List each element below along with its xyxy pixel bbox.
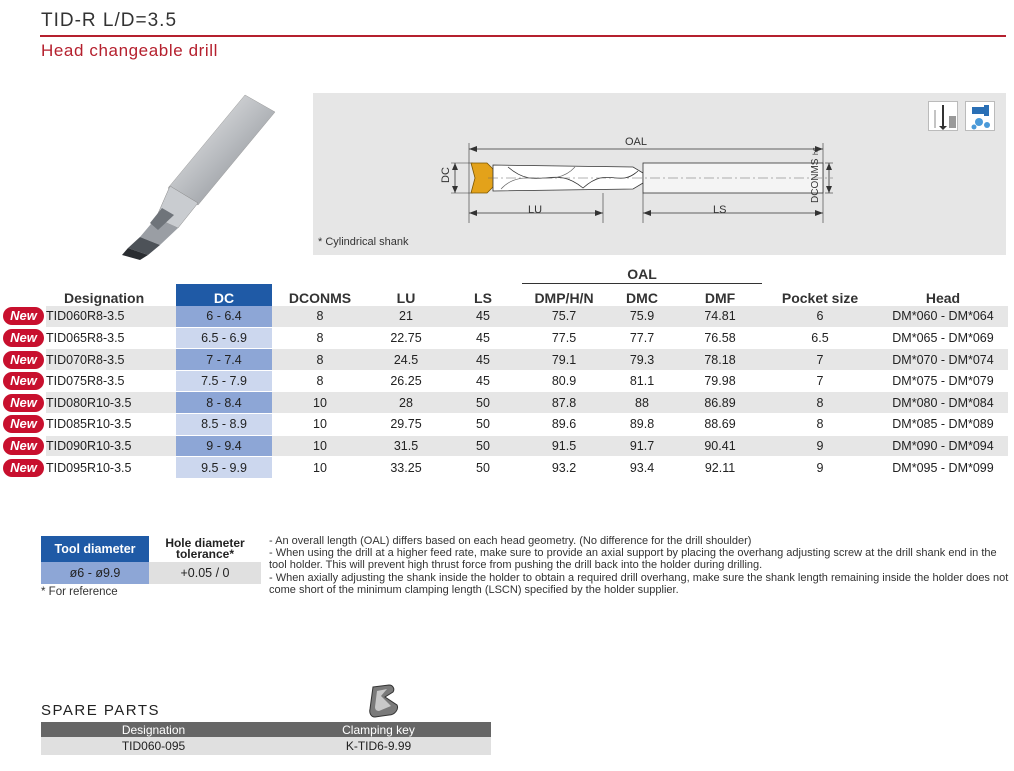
new-badge-cell bbox=[0, 349, 46, 371]
ls-cell: 50 bbox=[444, 435, 522, 457]
dmc-cell: 77.7 bbox=[606, 327, 678, 349]
designation-cell: TID060R8-3.5 bbox=[46, 306, 176, 328]
lu-label: LU bbox=[528, 204, 543, 216]
dconms-cell: 8 bbox=[272, 306, 368, 328]
new-badge: New bbox=[3, 437, 44, 455]
ls-header: LS bbox=[474, 289, 492, 306]
table-row bbox=[0, 349, 1008, 371]
title-divider bbox=[40, 35, 1006, 37]
dconms-cell: 10 bbox=[272, 457, 368, 479]
ls-cell: 45 bbox=[444, 327, 522, 349]
dc-cell: 9 - 9.4 bbox=[176, 435, 272, 457]
dmp-cell: 91.5 bbox=[522, 435, 606, 457]
ls-cell: 45 bbox=[444, 306, 522, 328]
table-row bbox=[0, 370, 1008, 392]
dmc-cell: 89.8 bbox=[606, 414, 678, 436]
spare-parts-table bbox=[41, 722, 491, 755]
dmc-cell: 79.3 bbox=[606, 349, 678, 371]
oal-label: OAL bbox=[625, 136, 648, 148]
designation-cell: TID090R10-3.5 bbox=[46, 435, 176, 457]
new-badge-cell bbox=[0, 392, 46, 414]
ls-cell: 50 bbox=[444, 392, 522, 414]
technical-drawing bbox=[313, 93, 1006, 255]
lu-cell: 24.5 bbox=[368, 349, 444, 371]
coolant-icon bbox=[965, 101, 995, 131]
dmc-cell: 81.1 bbox=[606, 370, 678, 392]
page-subtitle: Head changeable drill bbox=[41, 41, 219, 60]
head-cell: DM*070 - DM*074 bbox=[878, 349, 1008, 371]
clamping-key-value: K-TID6-9.99 bbox=[266, 737, 491, 755]
dconms-label: DCONMS bbox=[810, 158, 821, 203]
dmf-cell: 86.89 bbox=[678, 392, 762, 414]
dmc-cell: 75.9 bbox=[606, 306, 678, 328]
table-row bbox=[0, 327, 1008, 349]
table-row bbox=[0, 414, 1008, 436]
new-badge: New bbox=[3, 459, 44, 477]
dconms-cell: 10 bbox=[272, 392, 368, 414]
table-row bbox=[0, 306, 1008, 328]
dc-cell: 8.5 - 8.9 bbox=[176, 414, 272, 436]
lu-cell: 29.75 bbox=[368, 414, 444, 436]
dmf-cell: 92.11 bbox=[678, 457, 762, 479]
new-badge-cell bbox=[0, 370, 46, 392]
specification-table bbox=[0, 262, 1008, 479]
lu-cell: 33.25 bbox=[368, 457, 444, 479]
dconms-cell: 8 bbox=[272, 370, 368, 392]
lu-cell: 22.75 bbox=[368, 327, 444, 349]
dmf-cell: 90.41 bbox=[678, 435, 762, 457]
spare-designation-header: Designation bbox=[41, 722, 266, 737]
drill-dimension-drawing bbox=[313, 93, 1006, 255]
dmf-cell: 76.58 bbox=[678, 327, 762, 349]
new-badge-cell bbox=[0, 457, 46, 479]
hole-tolerance-value: +0.05 / 0 bbox=[149, 562, 261, 584]
dc-label: DC bbox=[440, 167, 452, 183]
pocket-cell: 7 bbox=[762, 370, 878, 392]
hole-tolerance-header: Hole diameter tolerance* bbox=[149, 536, 261, 562]
new-badge: New bbox=[3, 372, 44, 390]
head-cell: DM*080 - DM*084 bbox=[878, 392, 1008, 414]
ls-label: LS bbox=[713, 204, 727, 216]
dc-cell: 7.5 - 7.9 bbox=[176, 370, 272, 392]
pocket-cell: 6.5 bbox=[762, 327, 878, 349]
head-cell: DM*090 - DM*094 bbox=[878, 435, 1008, 457]
head-cell: DM*065 - DM*069 bbox=[878, 327, 1008, 349]
dmp-cell: 80.9 bbox=[522, 370, 606, 392]
dmc-cell: 88 bbox=[606, 392, 678, 414]
table-row bbox=[0, 392, 1008, 414]
dmp-cell: 75.7 bbox=[522, 306, 606, 328]
dconms-cell: 8 bbox=[272, 327, 368, 349]
table-row bbox=[0, 435, 1008, 457]
dmp-cell: 93.2 bbox=[522, 457, 606, 479]
shank-note: * Cylindrical shank bbox=[318, 236, 409, 248]
h6-label: h6 bbox=[813, 147, 820, 155]
tool-diameter-value: ø6 - ø9.9 bbox=[41, 562, 149, 584]
ls-cell: 50 bbox=[444, 457, 522, 479]
designation-cell: TID080R10-3.5 bbox=[46, 392, 176, 414]
tool-diameter-header: Tool diameter bbox=[41, 536, 149, 562]
lu-cell: 21 bbox=[368, 306, 444, 328]
dmc-cell: 91.7 bbox=[606, 435, 678, 457]
head-header: Head bbox=[925, 289, 961, 306]
dc-cell: 9.5 - 9.9 bbox=[176, 457, 272, 479]
new-badge-cell bbox=[0, 414, 46, 436]
dmf-cell: 88.69 bbox=[678, 414, 762, 436]
page-title: TID-R L/D=3.5 bbox=[41, 10, 178, 31]
designation-cell: TID095R10-3.5 bbox=[46, 457, 176, 479]
dmp-cell: 79.1 bbox=[522, 349, 606, 371]
dmp-cell: 89.6 bbox=[522, 414, 606, 436]
drill-depth-icon bbox=[928, 101, 958, 131]
pocket-cell: 9 bbox=[762, 457, 878, 479]
designation-cell: TID065R8-3.5 bbox=[46, 327, 176, 349]
spare-parts-title: SPARE PARTS bbox=[41, 702, 161, 719]
ls-cell: 45 bbox=[444, 349, 522, 371]
lu-cell: 28 bbox=[368, 392, 444, 414]
clamping-key-icon bbox=[365, 683, 405, 721]
dmf-cell: 79.98 bbox=[678, 370, 762, 392]
dc-cell: 6 - 6.4 bbox=[176, 306, 272, 328]
dconms-cell: 10 bbox=[272, 414, 368, 436]
lu-header: LU bbox=[396, 289, 416, 306]
note-item: - When axially adjusting the shank inside the holder to obtain a required drill overhang, make sure the shank length remaining inside the holder does not come short of the minimum clamping length (LSCN) specified by the holder supplier. bbox=[269, 571, 1009, 596]
spare-designation-value: TID060-095 bbox=[41, 737, 266, 755]
designation-cell: TID070R8-3.5 bbox=[46, 349, 176, 371]
oal-group-header: OAL bbox=[522, 262, 762, 284]
pocket-cell: 8 bbox=[762, 414, 878, 436]
designation-cell: TID085R10-3.5 bbox=[46, 414, 176, 436]
pocket-cell: 6 bbox=[762, 306, 878, 328]
usage-notes bbox=[269, 535, 1009, 596]
dmf-cell: 78.18 bbox=[678, 349, 762, 371]
dmc-header: DMC bbox=[626, 289, 658, 306]
ls-cell: 45 bbox=[444, 370, 522, 392]
dmp-cell: 87.8 bbox=[522, 392, 606, 414]
new-badge: New bbox=[3, 307, 44, 325]
reference-note: * For reference bbox=[41, 586, 118, 598]
designation-header: Designation bbox=[64, 289, 145, 306]
pocket-header: Pocket size bbox=[781, 289, 859, 306]
drill-product-image bbox=[70, 90, 290, 260]
tolerance-table bbox=[41, 536, 261, 584]
dc-cell: 6.5 - 6.9 bbox=[176, 327, 272, 349]
pocket-cell: 9 bbox=[762, 435, 878, 457]
head-cell: DM*085 - DM*089 bbox=[878, 414, 1008, 436]
new-badge: New bbox=[3, 329, 44, 347]
dmf-header: DMF bbox=[704, 289, 736, 306]
dconms-cell: 10 bbox=[272, 435, 368, 457]
pocket-cell: 8 bbox=[762, 392, 878, 414]
dmp-header: DMP/H/N bbox=[534, 289, 594, 306]
table-row bbox=[0, 457, 1008, 479]
dconms-cell: 8 bbox=[272, 349, 368, 371]
dc-cell: 7 - 7.4 bbox=[176, 349, 272, 371]
head-cell: DM*095 - DM*099 bbox=[878, 457, 1008, 479]
new-badge: New bbox=[3, 351, 44, 369]
lu-cell: 31.5 bbox=[368, 435, 444, 457]
new-badge: New bbox=[3, 415, 44, 433]
ls-cell: 50 bbox=[444, 414, 522, 436]
new-badge-cell bbox=[0, 306, 46, 328]
new-badge-cell bbox=[0, 327, 46, 349]
dc-header: DC bbox=[176, 284, 272, 306]
new-badge-cell bbox=[0, 435, 46, 457]
head-cell: DM*060 - DM*064 bbox=[878, 306, 1008, 328]
dconms-header: DCONMS bbox=[288, 289, 352, 306]
dc-cell: 8 - 8.4 bbox=[176, 392, 272, 414]
note-item: - When using the drill at a higher feed rate, make sure to provide an axial support by placing the overhang adjusting screw at the drill shank end in the tool holder. This will prevent high thrust force from pushing the drill back into the holder during drilling. bbox=[269, 547, 997, 572]
dmp-cell: 77.5 bbox=[522, 327, 606, 349]
lu-cell: 26.25 bbox=[368, 370, 444, 392]
new-badge: New bbox=[3, 394, 44, 412]
pocket-cell: 7 bbox=[762, 349, 878, 371]
designation-cell: TID075R8-3.5 bbox=[46, 370, 176, 392]
head-cell: DM*075 - DM*079 bbox=[878, 370, 1008, 392]
clamping-key-header: Clamping key bbox=[266, 722, 491, 737]
note-item: - An overall length (OAL) differs based on each head geometry. (No difference for the drill shoulder) bbox=[269, 535, 752, 547]
dmc-cell: 93.4 bbox=[606, 457, 678, 479]
dmf-cell: 74.81 bbox=[678, 306, 762, 328]
